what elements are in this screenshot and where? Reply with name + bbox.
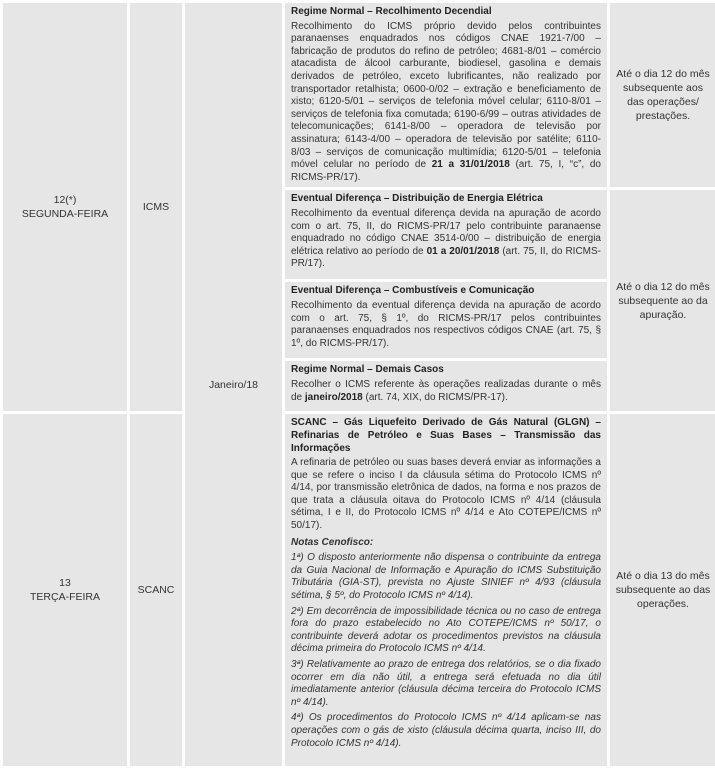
obligation-text: A refinaria de petróleo ou suas bases deverá enviar as informações a que se refere o inciso I da cláusula sétima do Protocolo ICMS nº 4/14, por transmissão eletrônica de dados, na forma e nos prazos de que trata a cláusula oitava do Protocolo ICMS nº 4/14 (cláusula sétima, I e II, do Protocolo ICMS nº 4/14 e Ato COTEPE/ICMS nº 50/17). xyxy=(291,457,601,532)
tax-label: SCANC xyxy=(137,584,175,597)
period-cell xyxy=(185,3,282,766)
table-row xyxy=(3,414,715,766)
due-day-cell xyxy=(3,414,127,766)
deadline-cell xyxy=(610,414,715,766)
deadline-text: Até o dia 12 do mês subsequente ao da apuração. xyxy=(616,280,710,321)
tax-cell xyxy=(130,414,182,766)
day-number: 12(*) xyxy=(53,194,77,207)
tax-cell xyxy=(130,3,182,411)
deadline-text: Até o dia 13 do mês subsequente ao das operações. xyxy=(615,570,711,611)
weekday-label: SEGUNDA-FEIRA xyxy=(21,208,109,221)
due-day-cell xyxy=(3,3,127,411)
obligation-text: Recolhimento do ICMS próprio devido pelos contribuintes paranaenses enquadrados nos códigos CNAE 1921-7/00 – fabricação de produtos do refino de petróleo; 4681-8/01 – comércio atacadista de álcool carburante, biodiesel, gasolina e demais derivados de petróleo, exceto lubrificantes, não realizado por transportador retalhista; 0600-0/02 – extração e beneficiamento de xisto; 6120-5/01 – serviços de telefonia móvel celular; 6110-8/01 – serviços de telefonia fixa comutada; 6190-6/99 – outras atividades de telecomunicações; 6141-8/00 – operadora de televisão por assinatura; 6143-4/00 – operadora de televisão por satélite; 6110-8/03 – serviços de comunicação multimídia; 6120-5/01 – telefonia móvel celular no período de 21 a 31/01/2018 (art. 75, I, “c”, do RICMS-PR/17). xyxy=(291,20,601,183)
notes-heading: Notas Cenofisco: xyxy=(291,536,374,548)
obligation-title: Eventual Diferença – Distribuição de Energia Elétrica xyxy=(291,193,543,205)
note-item: 2ª) Em decorrência de impossibilidade técnica ou no caso de entrega fora do prazo estabelecido no Ato COTEPE/ICMS nº 50/17, o contribuinte deverá adotar os procedimentos previstos na cláusula décima primeira do Protocolo ICMS nº 4/14. xyxy=(291,605,601,655)
obligation-text: Recolhimento da eventual diferença devida na apuração de acordo com o art. 75, § 1º, do RICMS-PR/17 pelos contribuintes paranaenses enquadrados nos respectivos códigos CNAE (art. 75, § 1º, do RICMS-PR/17). xyxy=(291,299,601,349)
period-label: Janeiro/18 xyxy=(208,378,259,391)
obligation-text: Recolhimento da eventual diferença devida na apuração de acordo com o art. 75, II, do RICMS-PR/17 pelo contribuinte paranaense enquadrado no código CNAE 3514-0/00 – distribuição de energia elétrica relativo ao período de 01 a 20/01/2018 (art. 75, II, do RICMS-PR/17). xyxy=(291,207,601,270)
obligation-text: Recolher o ICMS referente às operações realizadas durante o mês de janeiro/2018 (art. 74, XIX, do RICMS/PR-17). xyxy=(291,378,601,403)
obligation-description xyxy=(285,282,607,358)
deadline-text: Até o dia 12 do mês subsequente aos das operações/ prestações. xyxy=(616,68,710,123)
obligation-title: Regime Normal – Recolhimento Decendial xyxy=(291,6,492,17)
note-item: 4ª) Os procedimentos do Protocolo ICMS nº 4/14 aplicam-se nas operações com o gás de xisto (cláusula décima quarta, inciso III, do Protocolo ICMS nº 4/14). xyxy=(291,712,601,749)
table-row xyxy=(3,3,715,187)
day-number: 13 xyxy=(59,577,71,590)
obligation-description xyxy=(285,414,607,766)
deadline-cell xyxy=(610,190,715,411)
deadline-cell xyxy=(610,3,715,187)
obligation-title: Eventual Diferença – Combustíveis e Comunicação xyxy=(291,285,535,297)
obligation-description xyxy=(285,3,607,187)
obligation-description xyxy=(285,361,607,411)
weekday-label: TERÇA-FEIRA xyxy=(29,591,100,604)
note-item: 1ª) O disposto anteriormente não dispensa o contribuinte da entrega da Guia Nacional de Informação e Apuração do ICMS Substituição Tributária (GIA-ST), prevista no Ajuste SINIEF nº 4/93 (cláusula sétima, § 5º, do Protocolo ICMS nº 4/14). xyxy=(291,552,601,602)
note-item: 3ª) Relativamente ao prazo de entrega dos relatórios, se o dia fixado ocorrer em dia não útil, a entrega será efetuada no dia útil imediatamente anterior (cláusula décima terceira do Protocolo ICMS nº 4/14). xyxy=(291,659,601,708)
tax-label: ICMS xyxy=(142,201,170,214)
obligation-title: Regime Normal – Demais Casos xyxy=(291,364,444,376)
obligation-description xyxy=(285,190,607,279)
obligation-title: SCANC – Gás Liquefeito Derivado de Gás Natural (GLGN) – Refinarias de Petróleo e Suas Bases – Transmissão das Informações xyxy=(291,417,601,454)
